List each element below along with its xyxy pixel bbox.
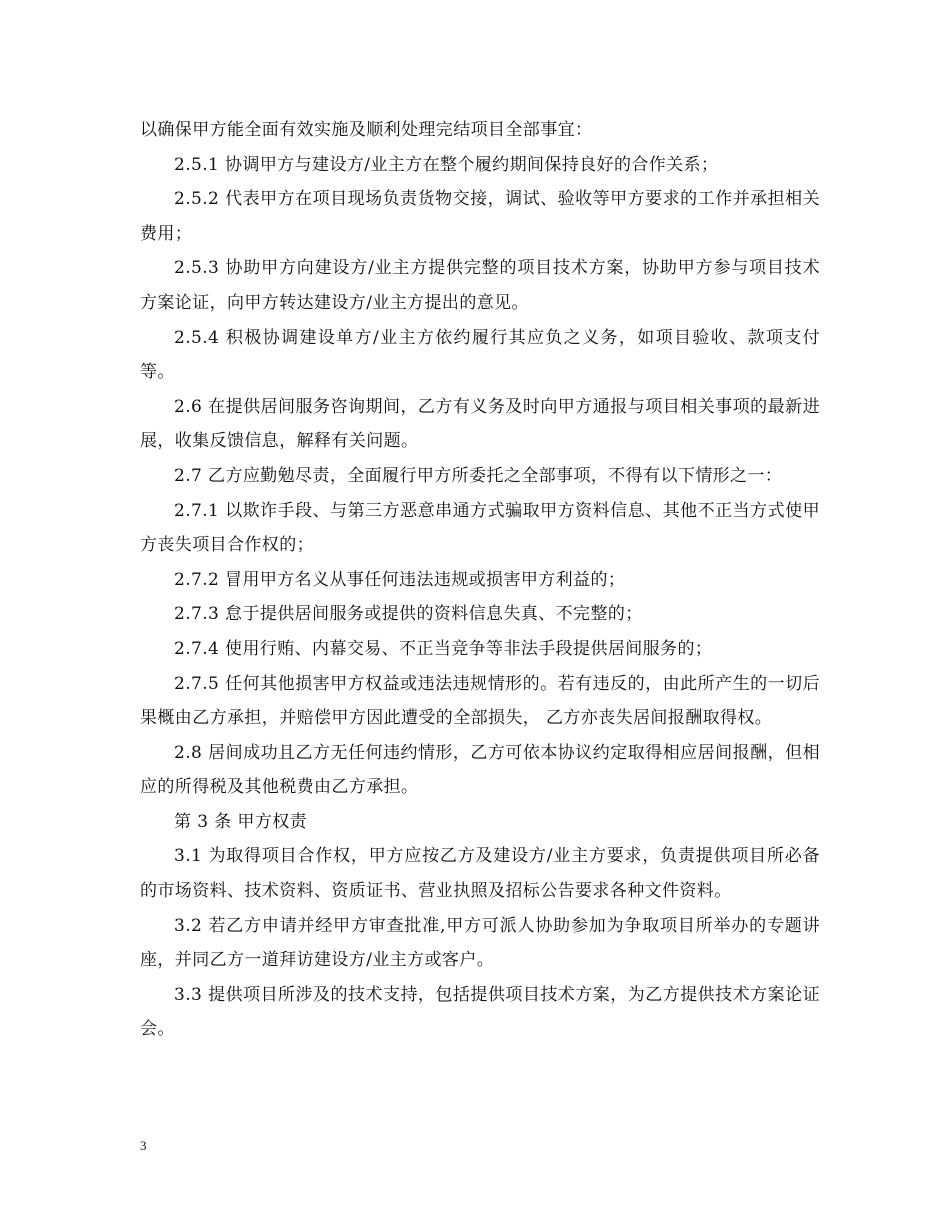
document-body (140, 113, 820, 1047)
paragraph: 2.6 在提供居间服务咨询期间，乙方有义务及时向甲方通报与项目相关事项的最新进展，收集反馈信息，解释有关问题。 (140, 396, 820, 452)
paragraph: 2.5.2 代表甲方在项目现场负责货物交接，调试、验收等甲方要求的工作并承担相关费用； (140, 189, 820, 244)
paragraph: 3.3 提供项目所涉及的技术支持，包括提供项目技术方案，为乙方提供技术方案论证会。 (140, 984, 820, 1040)
paragraph: 2.7.4 使用行贿、内幕交易、不正当竞争等非法手段提供居间服务的； (174, 638, 713, 659)
paragraph: 2.8 居间成功且乙方无任何违约情形，乙方可依本协议约定取得相应居间报酬，但相应的所得税及其他税费由乙方承担。 (140, 742, 820, 798)
paragraph: 3.2 若乙方申请并经甲方审查批准,甲方可派人协助参加为争取项目所举办的专题讲座，并同乙方一道拜访建设方/业主方或客户。 (140, 915, 820, 971)
paragraph: 2.5.3 协助甲方向建设方/业主方提供完整的项目技术方案，协助甲方参与项目技术方案论证，向甲方转达建设方/业主方提出的意见。 (140, 258, 820, 313)
section-heading: 第 3 条 甲方权责 (174, 811, 308, 832)
paragraph: 以确保甲方能全面有效实施及顺利处理完结项目全部事宜： (140, 120, 593, 140)
paragraph: 2.7 乙方应勤勉尽责，全面履行甲方所委托之全部事项，不得有以下情形之一： (174, 465, 783, 486)
paragraph: 2.7.1 以欺诈手段、与第三方恶意串通方式骗取甲方资料信息、其他不正当方式使甲方丧失项目合作权的； (140, 500, 820, 556)
paragraph: 2.7.3 怠于提供居间服务或提供的资料信息失真、不完整的； (174, 604, 643, 625)
paragraph: 2.7.2 冒用甲方名义从事任何违法违规或损害甲方利益的； (174, 569, 626, 590)
page-number: 3 (140, 1138, 147, 1153)
paragraph: 3.1 为取得项目合作权，甲方应按乙方及建设方/业主方要求，负责提供项目所必备的市场资料、技术资料、资质证书、营业执照及招标公告要求各种文件资料。 (140, 846, 820, 902)
paragraph: 2.5.4 积极协调建设单方/业主方依约履行其应负之义务，如项目验收、款项支付等。 (140, 327, 820, 383)
paragraph: 2.5.1 协调甲方与建设方/业主方在整个履约期间保持良好的合作关系； (174, 154, 719, 175)
paragraph: 2.7.5 任何其他损害甲方权益或违法违规情形的。若有违反的，由此所产生的一切后果概由乙方承担，并赔偿甲方因此遭受的全部损失， 乙方亦丧失居间报酬取得权。 (140, 673, 820, 729)
